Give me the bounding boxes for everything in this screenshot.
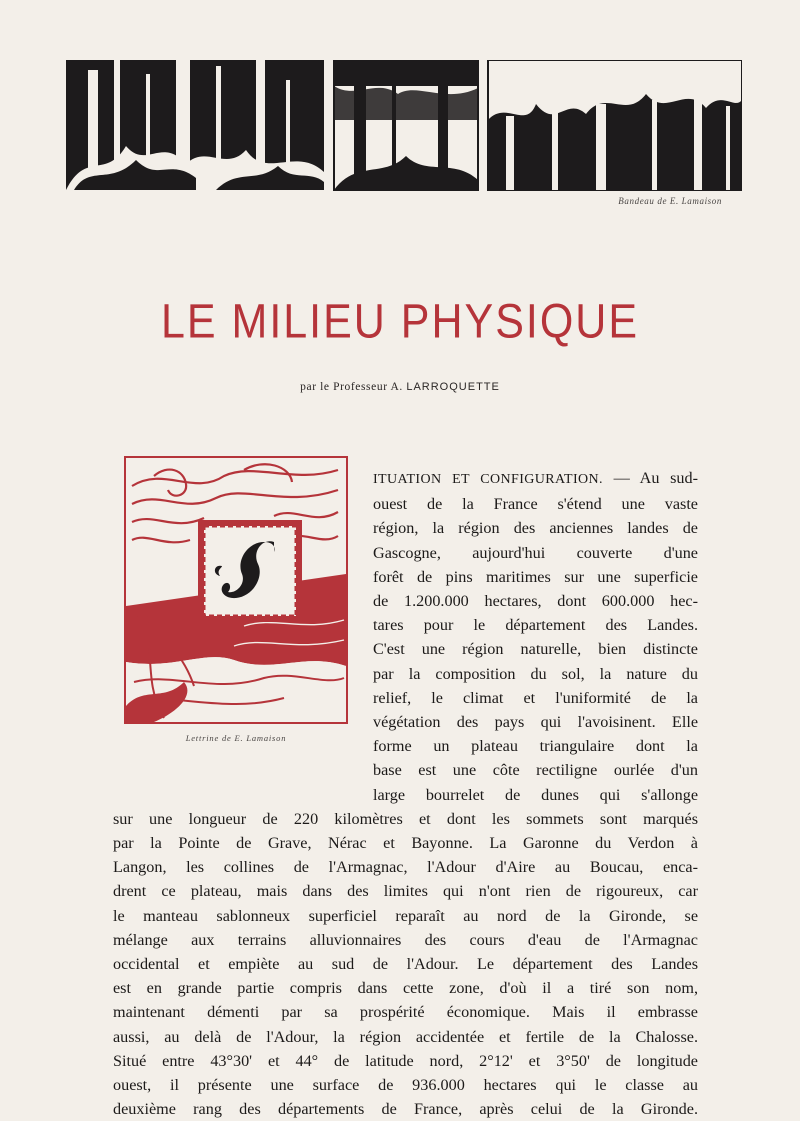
text-line-24: aussi, au delà de l'Adour, la région accidentée et fertile de la Chalosse.: [113, 1027, 698, 1046]
text-line-17: Langon, les collines de l'Armagnac, l'Adour d'Aire au Boucau, enca-: [113, 858, 698, 877]
banner-credit: Bandeau de E. Lamaison: [618, 196, 722, 206]
text-line-16: par la Pointe de Grave, Nérac et Bayonne. La Garonne du Verdon à: [113, 834, 698, 853]
page-title: LE MILIEU PHYSIQUE: [160, 295, 640, 349]
banner-panel-left: [66, 60, 324, 190]
text-line-18: drent ce plateau, mais dans des limites qui n'ont rien de rigoureux, car: [113, 882, 698, 901]
text-line-13: base est une côte rectiligne ourlée d'un: [373, 761, 698, 780]
text-line-11: végétation des pays qui l'avoisinent. Elle: [373, 713, 698, 732]
text-line-15: sur une longueur de 220 kilomètres et dont les sommets sont marqués: [113, 809, 698, 828]
banner-panel-center: [334, 60, 478, 190]
text-line-26: ouest, il présente une surface de 936.000 hectares qui le classe au: [113, 1076, 698, 1095]
author-name: LARROQUETTE: [406, 381, 500, 393]
text-line-7: tares pour le département des Landes.: [373, 616, 698, 635]
text-line-27: deuxième rang des départements de France, après celui de la Gironde.: [113, 1100, 698, 1119]
text-line-25: Situé entre 43°30' et 44° de latitude nord, 2°12' et 3°50' de longitude: [113, 1051, 698, 1070]
text-line-3: région, la région des anciennes landes de: [373, 519, 698, 538]
text-line-12: forme un plateau triangulaire dont la: [373, 737, 698, 756]
text-line-14: large bourrelet de dunes qui s'allonge: [373, 785, 698, 804]
text-line-4: Gascogne, aujourd'hui couverte d'une: [373, 543, 698, 562]
header-woodcut-banner: [66, 60, 742, 192]
lettrine-credit: Lettrine de E. Lamaison: [185, 733, 287, 743]
text-line-2: ouest de la France s'étend une vaste: [373, 495, 698, 514]
text-line-21: occidental et empiète au sud de l'Adour. Le département des Landes: [113, 955, 698, 974]
text-line-9: par la composition du sol, la nature du: [373, 664, 698, 683]
banner-panel-right: [488, 60, 742, 190]
byline-prefix: par le Professeur A.: [300, 381, 403, 393]
text-line-8: C'est une région naturelle, bien distincte: [373, 640, 698, 659]
text-line-1: ITUATION ET CONFIGURATION. — Au sud-: [373, 469, 698, 487]
text-line-10: relief, le climat et l'uniformité de la: [373, 688, 698, 707]
text-line-19: le manteau sablonneux superficiel reparaît au nord de la Gironde, se: [113, 906, 698, 925]
text-line-23: maintenant démenti par sa prospérité économique. Mais il embrasse: [113, 1003, 698, 1022]
byline: [0, 381, 800, 393]
text-line-20: mélange aux terrains alluvionnaires des cours d'eau de l'Armagnac: [113, 930, 698, 949]
text-line-22: est en grande partie compris dans cette zone, d'où il a tiré son nom,: [113, 979, 698, 998]
forest-illustration: [66, 60, 742, 192]
article-body: [113, 466, 698, 1121]
text-line-5: forêt de pins maritimes sur une superficie: [373, 567, 698, 586]
lead-smallcaps: ITUATION ET CONFIGURATION.: [373, 472, 603, 487]
text-line-6: de 1.200.000 hectares, dont 600.000 hec-: [373, 592, 698, 611]
